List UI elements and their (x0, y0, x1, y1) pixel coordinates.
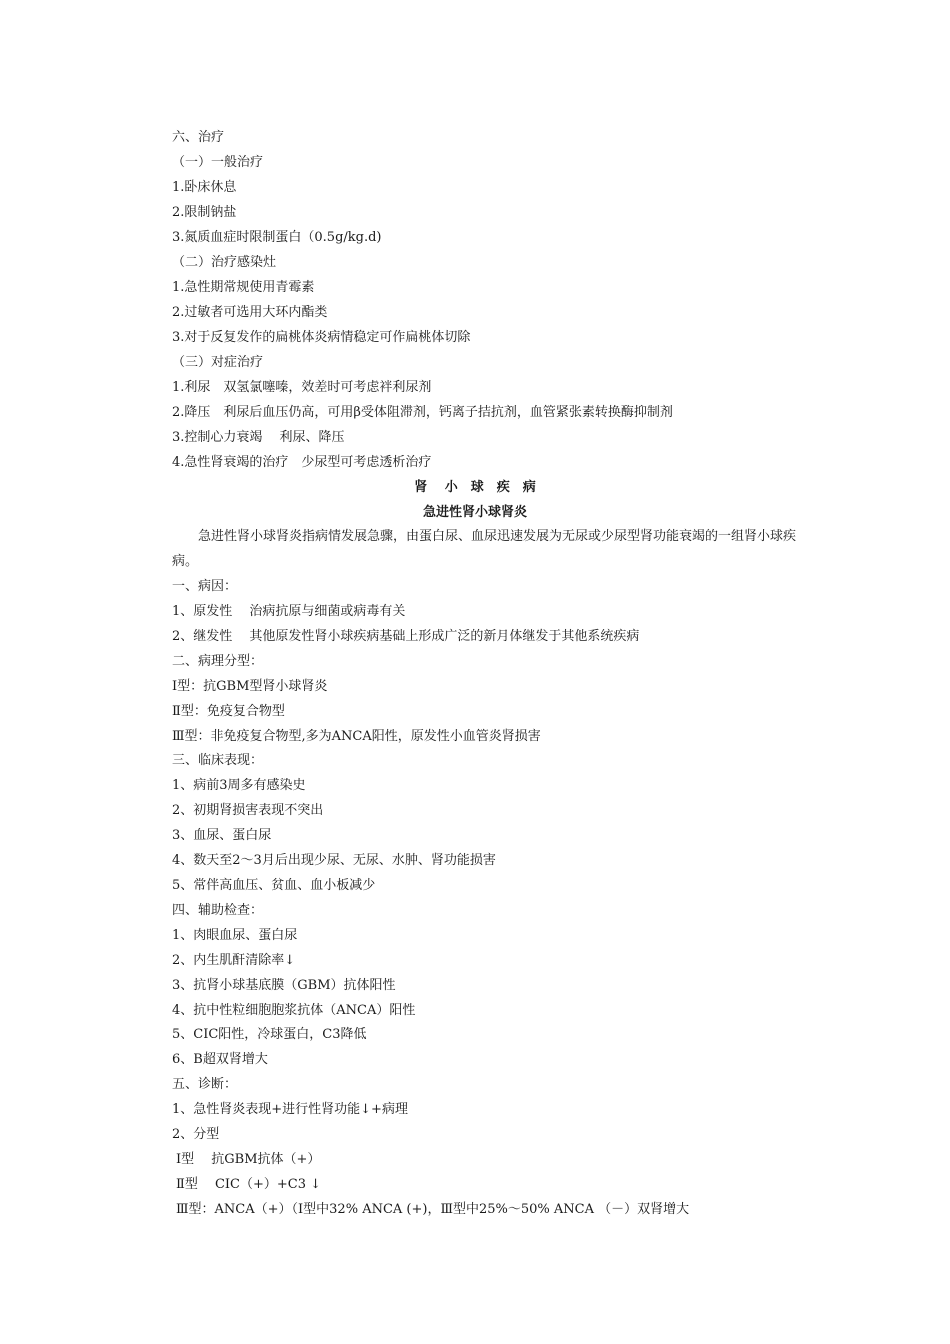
list-item: 6、B超双肾增大 (172, 1052, 268, 1067)
section-heading: 急进性肾小球肾炎 (422, 505, 527, 520)
intro-text: 急进性肾小球肾炎指病情发展急骤，由蛋白尿、血尿迅速发展为无尿或少尿型肾功能衰竭的一组肾小球疾病。 (172, 529, 797, 569)
list-item: 3、血尿、蛋白尿 (172, 828, 272, 843)
list-item: Ⅱ型 CIC（+）+C3 ↓ (176, 1177, 322, 1192)
list-item: Ⅰ型 抗GBM抗体（+） (176, 1152, 321, 1167)
section-title-treatment: 六、治疗 (172, 130, 225, 145)
section-title-etiology: 一、病因： (172, 579, 238, 594)
list-item: 3.氮质血症时限制蛋白（0.5g/kg.d) (172, 230, 382, 245)
list-item: Ⅲ型：非免疫复合物型,多为ANCA阳性，原发性小血管炎肾损害 (172, 729, 541, 744)
list-item: 1、肉眼血尿、蛋白尿 (172, 928, 298, 943)
list-item: 1、原发性 治病抗原与细菌或病毒有关 (172, 604, 406, 619)
subsection-symptomatic-treatment: （三）对症治疗 (172, 355, 264, 370)
list-item: 2.降压 利尿后血压仍高，可用β受体阻滞剂，钙离子拮抗剂，血管紧张素转换酶抑制剂 (172, 405, 673, 420)
list-item: 4.急性肾衰竭的治疗 少尿型可考虑透析治疗 (172, 455, 432, 470)
list-item: 3.对于反复发作的扁桃体炎病情稳定可作扁桃体切除 (172, 330, 471, 345)
subsection-general-treatment: （一）一般治疗 (172, 155, 264, 170)
list-item: Ⅰ型：抗GBM型肾小球肾炎 (172, 679, 328, 694)
section-title-pathology: 二、病理分型： (172, 654, 264, 669)
list-item: Ⅲ型：ANCA（+）（Ⅰ型中32% ANCA (+)，Ⅲ型中25%～50% ANCA （－）双肾增大 (176, 1202, 690, 1217)
list-item: 4、抗中性粒细胞胞浆抗体（ANCA）阳性 (172, 1003, 416, 1018)
section-title-diagnosis: 五、诊断： (172, 1077, 238, 1092)
list-item: 1.利尿 双氢氯噻嗪，效差时可考虑袢利尿剂 (172, 380, 432, 395)
list-item: 1、病前3周多有感染史 (172, 778, 306, 793)
subsection-infection-treatment: （二）治疗感染灶 (172, 255, 277, 270)
section-title-lab: 四、辅助检查： (172, 903, 264, 918)
list-item: 5、常伴高血压、贫血、血小板减少 (172, 878, 376, 893)
list-item: 1.卧床休息 (172, 180, 237, 195)
list-item: 2、内生肌酐清除率↓ (172, 953, 296, 968)
intro-paragraph (172, 525, 812, 574)
list-item: 2、继发性 其他原发性肾小球疾病基础上形成广泛的新月体继发于其他系统疾病 (172, 629, 640, 644)
list-item: 2、分型 (172, 1127, 220, 1142)
list-item: 1、急性肾炎表现+进行性肾功能↓+病理 (172, 1102, 408, 1117)
list-item: 2.限制钠盐 (172, 205, 237, 220)
chapter-heading: 肾 小 球 疾 病 (414, 480, 536, 495)
list-item: 2、初期肾损害表现不突出 (172, 803, 324, 818)
list-item: 3、抗肾小球基底膜（GBM）抗体阳性 (172, 978, 396, 993)
section-title-clinical: 三、临床表现： (172, 753, 264, 768)
list-item: 5、CIC阳性，冷球蛋白，C3降低 (172, 1027, 367, 1042)
list-item: Ⅱ型：免疫复合物型 (172, 704, 285, 719)
list-item: 2.过敏者可选用大环内酯类 (172, 305, 328, 320)
list-item: 1.急性期常规使用青霉素 (172, 280, 315, 295)
list-item: 3.控制心力衰竭 利尿、降压 (172, 430, 345, 445)
list-item: 4、数天至2～3月后出现少尿、无尿、水肿、肾功能损害 (172, 853, 496, 868)
